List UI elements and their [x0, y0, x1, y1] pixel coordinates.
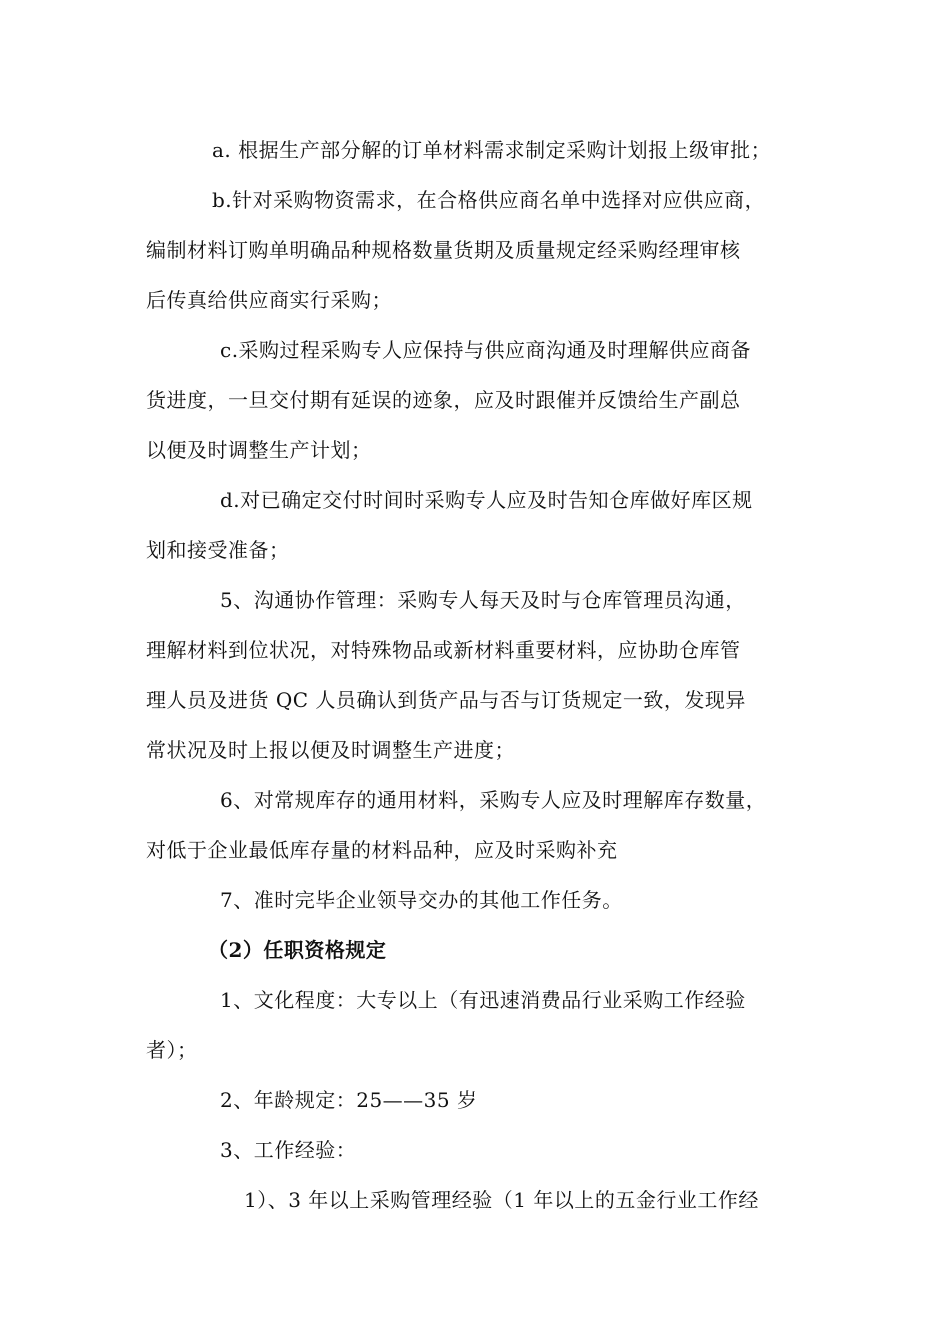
- paragraph-c-line-3: 以便及时调整生产计划；: [146, 438, 372, 462]
- paragraph-d-line-2: 划和接受准备；: [146, 538, 290, 562]
- paragraph-d-line-1: d.对已确定交付时间时采购专人应及时告知仓库做好库区规: [220, 488, 753, 512]
- paragraph-b-line-2: 编制材料订购单明确品种规格数量货期及质量规定经采购经理审核: [146, 238, 741, 262]
- paragraph-c-line-1: c.采购过程采购专人应保持与供应商沟通及时理解供应商备: [220, 338, 752, 362]
- paragraph-c-line-2: 货进度，一旦交付期有延误的迹象，应及时跟催并反馈给生产副总: [146, 388, 741, 412]
- qualification-2: 2、年龄规定：25——35 岁: [220, 1088, 478, 1112]
- paragraph-a: a. 根据生产部分解的订单材料需求制定采购计划报上级审批；: [212, 138, 772, 162]
- paragraph-5-line-3: 理人员及进货 QC 人员确认到货产品与否与订货规定一致，发现异: [146, 688, 746, 712]
- paragraph-5-line-4: 常状况及时上报以便及时调整生产进度；: [146, 738, 515, 762]
- qualification-3: 3、工作经验：: [220, 1138, 357, 1162]
- paragraph-5-line-2: 理解材料到位状况，对特殊物品或新材料重要材料，应协助仓库管: [146, 638, 741, 662]
- paragraph-7: 7、准时完毕企业领导交办的其他工作任务。: [220, 888, 623, 912]
- qualification-1-line-1: 1、文化程度：大专以上（有迅速消费品行业采购工作经验: [220, 988, 746, 1012]
- paragraph-b-line-1: b.针对采购物资需求，在合格供应商名单中选择对应供应商，: [212, 188, 766, 212]
- qualification-3-item-1: 1）、3 年以上采购管理经验（1 年以上的五金行业工作经: [244, 1188, 759, 1212]
- paragraph-6-line-1: 6、对常规库存的通用材料，采购专人应及时理解库存数量，: [220, 788, 767, 812]
- section-heading-qualifications: （2）任职资格规定: [208, 938, 387, 962]
- paragraph-5-line-1: 5、沟通协作管理：采购专人每天及时与仓库管理员沟通，: [220, 588, 746, 612]
- paragraph-6-line-2: 对低于企业最低库存量的材料品种，应及时采购补充: [146, 838, 618, 862]
- qualification-1-line-2: 者）；: [146, 1038, 198, 1062]
- paragraph-b-line-3: 后传真给供应商实行采购；: [146, 288, 392, 312]
